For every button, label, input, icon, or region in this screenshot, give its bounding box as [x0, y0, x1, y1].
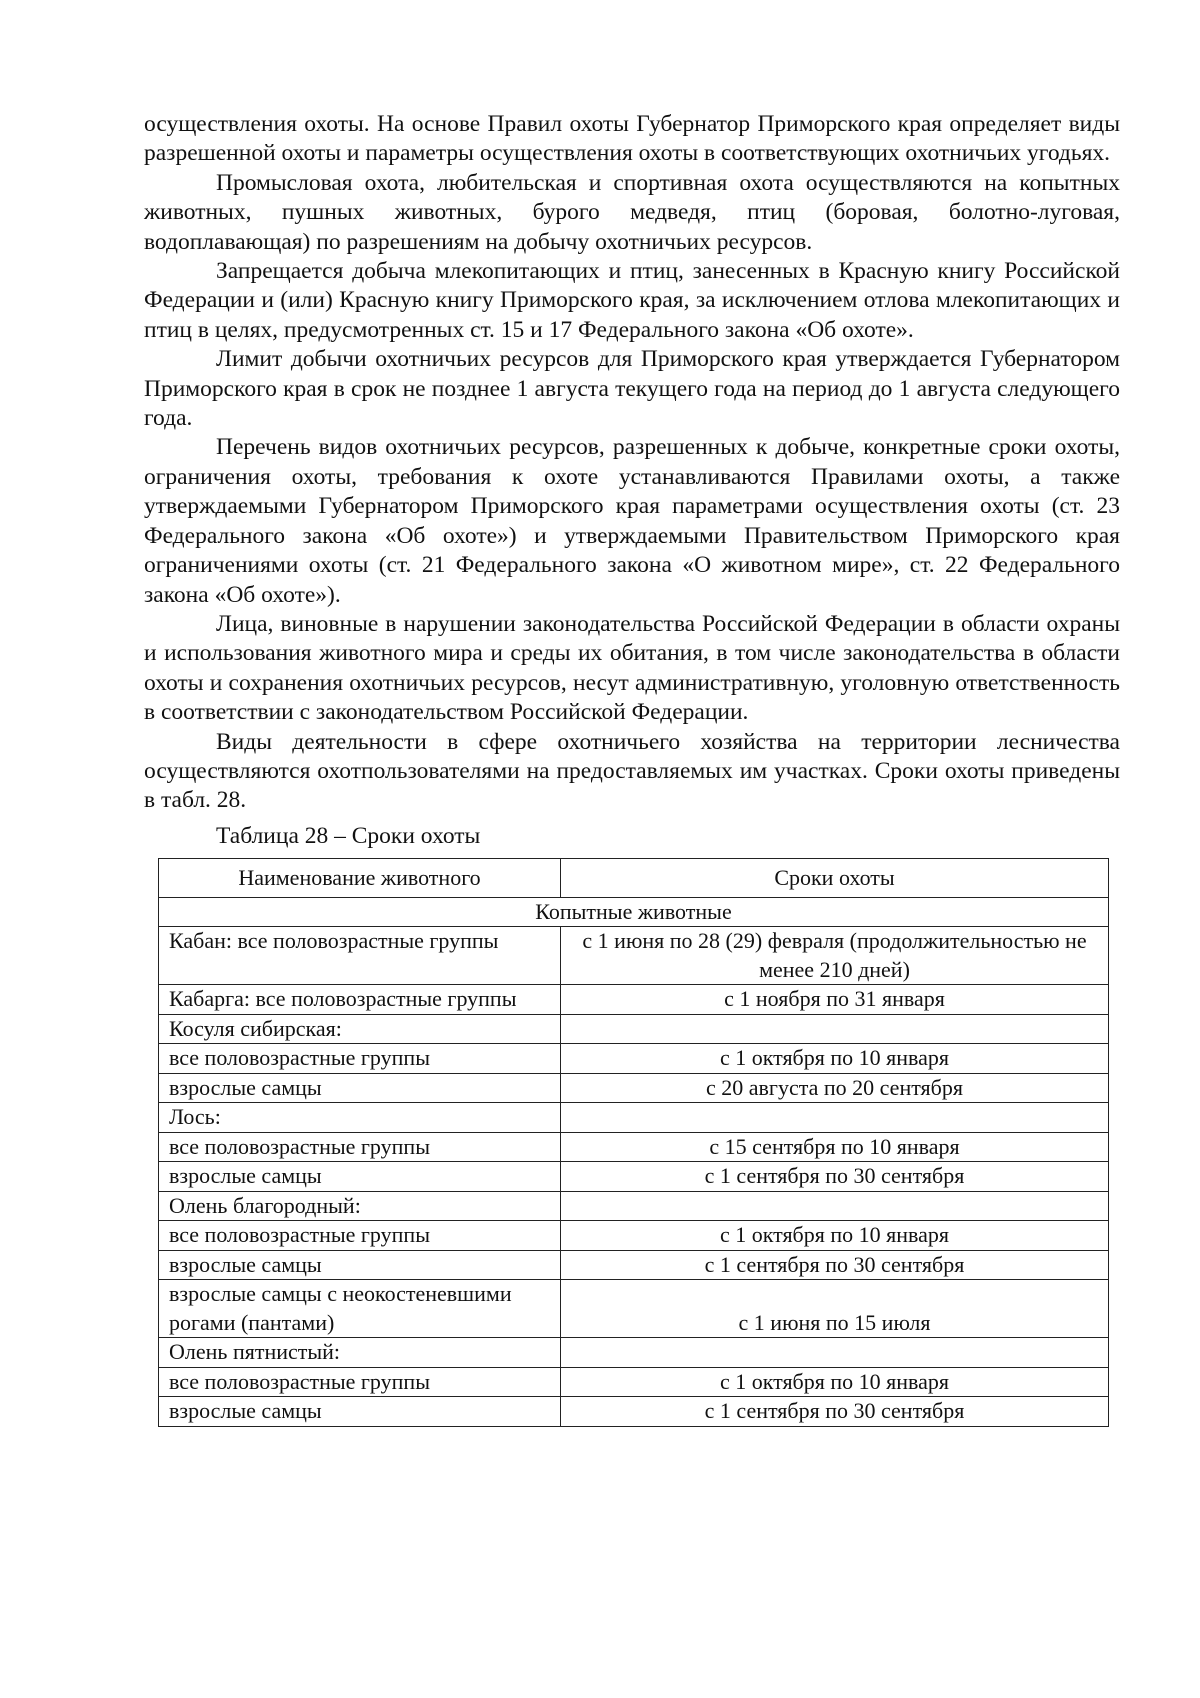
animal-cell: все половозрастные группы: [159, 1367, 561, 1397]
animal-cell: взрослые самцы: [159, 1073, 561, 1103]
paragraph-4: Лимит добычи охотничьих ресурсов для Приморского края утверждается Губернатором Приморского края в срок не позднее 1 августа текущего года на период до 1 августа следующего года.: [144, 346, 1120, 432]
period-cell: с 20 августа по 20 сентября: [561, 1073, 1109, 1103]
table-row: [159, 1280, 1109, 1338]
period-cell: [561, 1014, 1109, 1044]
period-cell: с 1 сентября по 30 сентября: [561, 1250, 1109, 1280]
animal-cell: взрослые самцы: [159, 1397, 561, 1427]
paragraph-3: Запрещается добыча млекопитающих и птиц, занесенных в Красную книгу Российской Федерации и (или) Красную книгу Приморского края, за исключением отлова млекопитающих и птиц в целях, предусмотренных ст. 15 и 17 Федерального закона «Об охоте».: [144, 258, 1120, 343]
paragraph-2: Промысловая охота, любительская и спортивная охота осуществляются на копытных животных, пушных животных, бурого медведя, птиц (боровая, болотно-луговая, водоплавающая) по разрешениям на добычу охотничьих ресурсов.: [144, 169, 1120, 255]
animal-cell: Олень пятнистый:: [159, 1338, 561, 1368]
period-cell: с 1 октября по 10 января: [561, 1221, 1109, 1251]
paragraph-5: Перечень видов охотничьих ресурсов, разрешенных к добыче, конкретные сроки охоты, ограничения охоты, требования к охоте устанавливаются Правилами охоты, а также утверждаемыми Губернатором Приморского края параметрами осуществления охоты (ст. 23 Федерального закона «Об охоте») и утверждаемыми Правительством Приморского края ограничениями охоты (ст. 21 Федерального закона «О животном мире», ст. 22 Федерального закона «Об охоте»).: [144, 434, 1120, 608]
period-cell: с 1 октября по 10 января: [561, 1044, 1109, 1074]
table-row: [159, 1162, 1109, 1192]
table-row: [159, 985, 1109, 1015]
period-cell: [561, 1103, 1109, 1133]
table-row: [159, 1044, 1109, 1074]
animal-cell: Кабарга: все половозрастные группы: [159, 985, 561, 1015]
animal-cell: все половозрастные группы: [159, 1221, 561, 1251]
table-row: [159, 1338, 1109, 1368]
table-row: [159, 1132, 1109, 1162]
table-row: [159, 1103, 1109, 1133]
animal-cell: взрослые самцы: [159, 1250, 561, 1280]
table-row: [159, 1367, 1109, 1397]
animal-cell: Лось:: [159, 1103, 561, 1133]
table-row: [159, 1191, 1109, 1221]
period-cell: с 1 ноября по 31 января: [561, 985, 1109, 1015]
paragraph-7: Виды деятельности в сфере охотничьего хозяйства на территории лесничества осуществляются охотпользователями на предоставляемых им участках. Сроки охоты приведены в табл. 28.: [144, 728, 1120, 814]
document-page: [144, 110, 1120, 1427]
period-cell: с 1 июня по 15 июля: [561, 1280, 1109, 1338]
table-row: [159, 1014, 1109, 1044]
table-group-row: [159, 897, 1109, 927]
period-cell: [561, 1338, 1109, 1368]
animal-cell: все половозрастные группы: [159, 1132, 561, 1162]
table-row: [159, 1250, 1109, 1280]
period-cell: [561, 1191, 1109, 1221]
period-cell: с 1 сентября по 30 сентября: [561, 1397, 1109, 1427]
period-cell: с 1 сентября по 30 сентября: [561, 1162, 1109, 1192]
paragraph-1: осуществления охоты. На основе Правил охоты Губернатор Приморского края определяет виды разрешенной охоты и параметры осуществления охоты в соответствующих охотничьих угодьях.: [144, 111, 1120, 167]
column-header-period: Сроки охоты: [561, 858, 1109, 897]
table-row: [159, 1073, 1109, 1103]
animal-cell: взрослые самцы с неокостеневшими рогами (пантами): [159, 1280, 561, 1338]
paragraph-6: Лица, виновные в нарушении законодательства Российской Федерации в области охраны и использования животного мира и среды их обитания, в том числе законодательства в области охоты и сохранения охотничьих ресурсов, несут административную, уголовную ответственность в соответствии с законодательством Российской Федерации.: [144, 610, 1120, 726]
table-header-row: [159, 858, 1109, 897]
column-header-animal: Наименование животного: [159, 858, 561, 897]
group-hoofed-animals: Копытные животные: [159, 897, 1109, 927]
hunting-periods-table: [158, 858, 1109, 1427]
period-cell: с 15 сентября по 10 января: [561, 1132, 1109, 1162]
table-caption: Таблица 28 – Сроки охоты: [216, 822, 481, 849]
table-row: [159, 927, 1109, 985]
table-row: [159, 1397, 1109, 1427]
animal-cell: взрослые самцы: [159, 1162, 561, 1192]
table-row: [159, 1221, 1109, 1251]
period-cell: с 1 июня по 28 (29) февраля (продолжительностью не менее 210 дней): [561, 927, 1109, 985]
animal-cell: Олень благородный:: [159, 1191, 561, 1221]
animal-cell: все половозрастные группы: [159, 1044, 561, 1074]
animal-cell: Косуля сибирская:: [159, 1014, 561, 1044]
animal-cell: Кабан: все половозрастные группы: [159, 927, 561, 985]
period-cell: с 1 октября по 10 января: [561, 1367, 1109, 1397]
